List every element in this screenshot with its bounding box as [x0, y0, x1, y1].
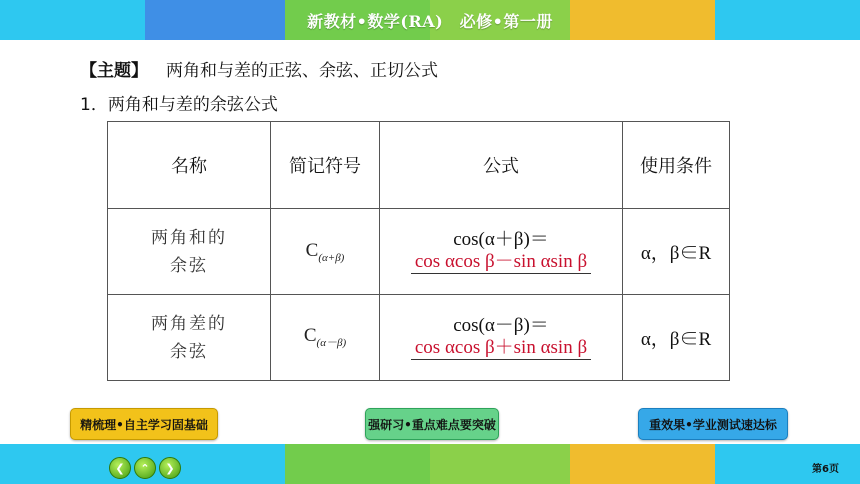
column-header: 使用条件 — [623, 122, 730, 209]
formula-answer: cos αcos β＋sin αsin β — [411, 337, 591, 360]
name-cell — [108, 295, 271, 381]
column-header: 简记符号 — [271, 122, 380, 209]
formula-table — [107, 121, 730, 381]
name-line: 余弦 — [170, 341, 208, 362]
formula-expression: cos(α＋β)＝ — [453, 229, 549, 250]
footer-color-segment — [285, 444, 430, 484]
symbol-cell — [271, 295, 380, 381]
column-header: 公式 — [380, 122, 623, 209]
formula-cell — [380, 295, 623, 381]
symbol-cell — [271, 209, 380, 295]
name-line: 两角差的 — [151, 313, 227, 334]
column-header: 名称 — [108, 122, 271, 209]
review-basics-button[interactable]: 精梳理•自主学习固基础 — [70, 408, 218, 440]
name-line: 两角和的 — [151, 227, 227, 248]
previous-page-button[interactable] — [109, 457, 131, 479]
name-cell — [108, 209, 271, 295]
formula-answer: cos αcos β－sin αsin β — [411, 251, 591, 274]
formula-expression: cos(α－β)＝ — [453, 315, 549, 336]
next-page-button[interactable] — [159, 457, 181, 479]
name-line: 余弦 — [170, 255, 208, 276]
condition-cell: α，β∈R — [623, 209, 730, 295]
practice-test-button[interactable]: 重效果•学业测试速达标 — [638, 408, 788, 440]
home-button[interactable] — [134, 457, 156, 479]
topic-line — [80, 56, 438, 81]
chevron-left-icon: ❮ — [115, 461, 125, 475]
table-header-row — [108, 122, 730, 209]
table-row — [108, 209, 730, 295]
chevron-up-icon: ⌃ — [140, 461, 150, 475]
footer-color-segment — [570, 444, 715, 484]
symbol-letter: C — [305, 239, 319, 261]
chevron-right-icon: ❯ — [165, 461, 175, 475]
condition-cell: α，β∈R — [623, 295, 730, 381]
course-title: 新教材•数学(RA) 必修•第一册 — [307, 11, 553, 31]
table-row — [108, 295, 730, 381]
section-title: 1．两角和与差的余弦公式 — [80, 95, 278, 115]
page-number: 第6页 — [812, 464, 839, 475]
symbol-subscript: (α+β) — [318, 251, 345, 264]
footer-color-segment — [430, 444, 570, 484]
symbol-subscript: (α－β) — [316, 336, 347, 349]
formula-cell — [380, 209, 623, 295]
topic-text: 两角和与差的正弦、余弦、正切公式 — [166, 61, 438, 81]
key-points-button[interactable]: 强研习•重点难点要突破 — [365, 408, 499, 440]
topic-label: 【主题】 — [80, 61, 148, 81]
symbol-letter: C — [303, 325, 317, 347]
